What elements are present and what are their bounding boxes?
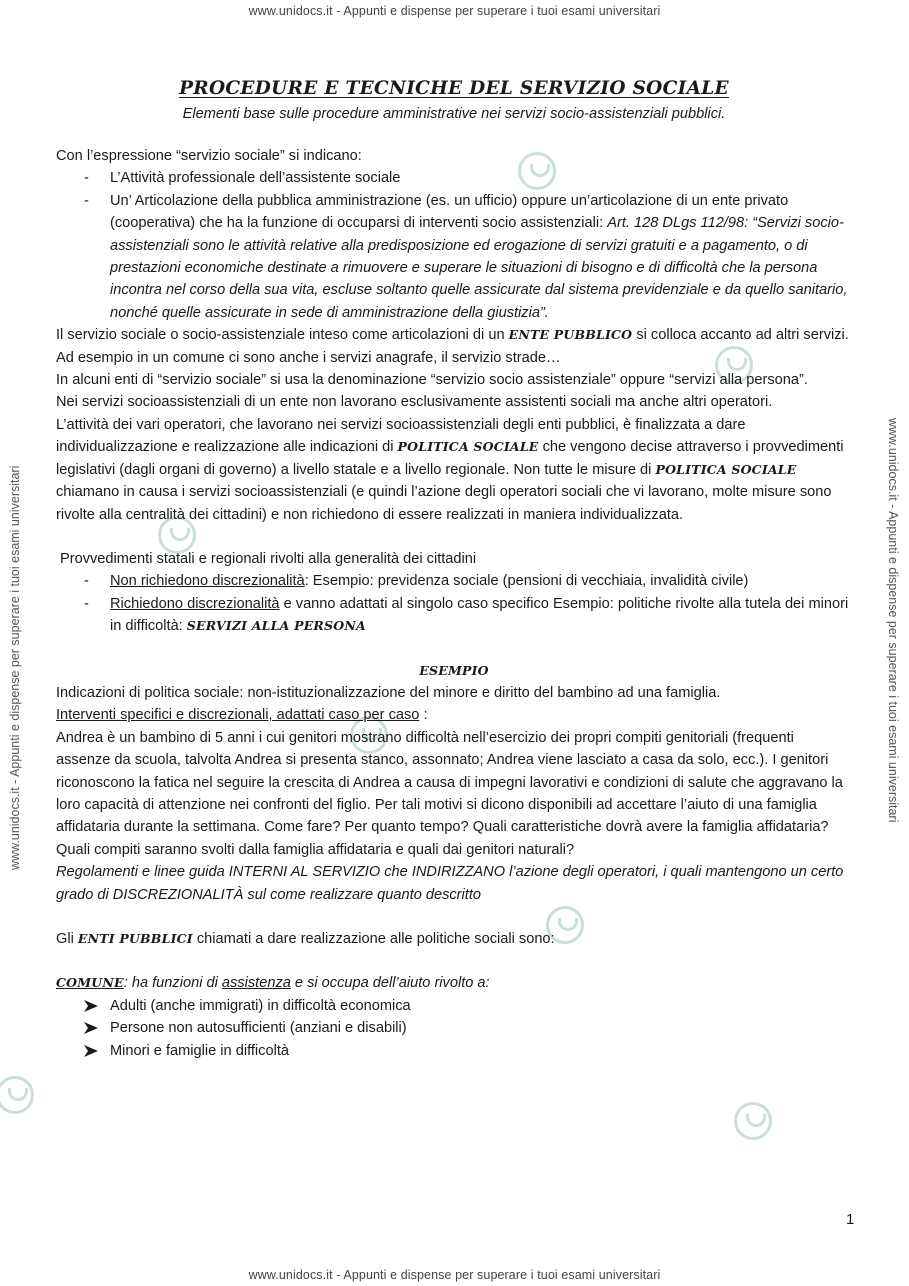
handwritten-term: SERVIZI ALLA PERSONA [186, 618, 366, 634]
law-quote: Art. 128 DLgs 112/98: “Servizi socio-assistenziali sono le attività relative alla predisposizione ed erogazione di servizi gratuiti e a pagamento, o di prestazioni economiche destinate a rimuovere e superare le situazioni di bisogno e di difficoltà che la persona incontra nel corso della sua vita, escluse soltanto quelle assicurate dal sistema previdenziale e da quello sanitario, nonché quelle assicurate in sede di amministrazione della giustizia”. [110, 215, 848, 321]
list-item: Persone non autosufficienti (anziani e disabili) [56, 1017, 852, 1039]
provisions-intro: Provvedimenti statali e regionali rivolti alla generalità dei cittadini [60, 550, 477, 567]
unidocs-logo-icon [0, 1076, 34, 1114]
intro-text: Con l’espressione “servizio sociale” si indicano: [56, 148, 362, 164]
list-item: - Richiedono discrezionalità e vanno adattati al singolo caso specifico Esempio: politiche rivolte alla tutela dei minori in difficoltà: SERVIZI ALLA PERSONA [56, 593, 852, 638]
handwritten-term: POLITICA SOCIALE [655, 461, 797, 477]
comune-list [56, 995, 852, 1062]
definition-list [56, 167, 852, 324]
handwritten-term: POLITICA SOCIALE [397, 439, 539, 455]
example-heading: ESEMPIO [419, 662, 489, 678]
paragraph: Indicazioni di politica sociale: non-istituzionalizzazione del minore e diritto del bambino ad una famiglia. [56, 684, 721, 701]
paragraph: Gli ENTI PUBBLICI chiamati a dare realizzazione alle politiche sociali sono: [56, 931, 555, 947]
arrowhead-bullet-icon [82, 1017, 100, 1037]
paragraph: In alcuni enti di “servizio sociale” si usa la denominazione “servizio socio assistenziale” oppure “servizi alla persona”. [56, 372, 808, 389]
paragraph: Nei servizi socioassistenziali di un ente non lavorano esclusivamente assistenti sociali ma anche altri operatori. [56, 394, 773, 411]
list-item: - Un’ Articolazione della pubblica amministrazione (es. un ufficio) oppure un’articolazione di un ente privato (cooperativa) che ha la funzione di occuparsi di interventi socio assistenziali: Art. 128 DLgs 112/98: “Servizi socio-assistenziali sono le attività relative alla predisposizione ed erogazione di servizi gratuiti e a pagamento, o di prestazioni economiche destinate a rimuovere e superare le situazioni di bisogno e di difficoltà che la persona incontra nel corso della sua vita, escluse soltanto quelle assicurate dal sistema previdenziale e da quello sanitario, nonché quelle assicurate in sede di amministrazione della giustizia”. [56, 190, 852, 324]
watermark-left: www.unidocs.it - Appunti e dispense per superare i tuoi esami universitari [8, 465, 22, 870]
list-item: - Non richiedono discrezionalità: Esempio: previdenza sociale (pensioni di vecchiaia, invalidità civile) [56, 570, 852, 592]
handwritten-term: ENTI PUBBLICI [77, 931, 193, 946]
watermark-right: www.unidocs.it - Appunti e dispense per superare i tuoi esami universitari [886, 418, 900, 823]
unidocs-logo-icon [734, 1102, 772, 1140]
handwritten-term: COMUNE [56, 975, 124, 991]
paragraph: Interventi specifici e discrezionali, adattati caso per caso : [56, 707, 428, 724]
watermark-top: www.unidocs.it - Appunti e dispense per superare i tuoi esami universitari [248, 4, 661, 18]
list-item: Minori e famiglie in difficoltà [56, 1040, 852, 1062]
arrowhead-bullet-icon [82, 1040, 100, 1060]
watermark-bottom: www.unidocs.it - Appunti e dispense per superare i tuoi esami universitari [248, 1268, 661, 1282]
paragraph: Andrea è un bambino di 5 anni i cui genitori mostrano difficoltà nell’esercizio dei propri compiti genitoriali (frequenti assenze da scuola, talvolta Andrea si presenta stanco, assonnato; Andrea viene lasciato a casa da solo, ecc.). I genitori riconoscono la fatica nel seguire la crescita di Andrea a causa di impegni lavorativi e condizioni di salute che aggravano la loro capacità di attenzione nei confronti del figlio. Per tali motivi si dicono disponibili ad accettare l’aiuto di una famiglia affidataria durante la settimana. Come fare? Per quanto tempo? Quali caratteristiche dovrà avere la famiglia affidataria? Quali compiti saranno svolti dalla famiglia affidataria e quali dai genitori naturali? [56, 729, 843, 858]
page-subtitle: Elementi base sulle procedure amministrative nei servizi socio-assistenziali pubblici. [182, 106, 726, 122]
paragraph: Il servizio sociale o socio-assistenziale inteso come articolazioni di un ENTE PUBBLICO si colloca accanto ad altri servizi. Ad esempio in un comune ci sono anche i servizi anagrafe, il servizio strade… [56, 327, 849, 366]
handwritten-term: ENTE PUBBLICO [508, 327, 633, 343]
page-number: 1 [846, 1211, 855, 1228]
paragraph: Regolamenti e linee guida INTERNI AL SERVIZIO che INDIRIZZANO l’azione degli operatori, i quali mantengono un certo grado di DISCREZIONALITÀ sul come realizzare quanto descritto [56, 864, 844, 903]
arrowhead-bullet-icon [82, 995, 100, 1015]
page-title: PROCEDURE E TECNICHE DEL SERVIZIO SOCIALE [179, 78, 729, 99]
provisions-list [56, 570, 852, 637]
paragraph: COMUNE: ha funzioni di assistenza e si occupa dell’aiuto rivolto a: [56, 975, 490, 992]
paragraph: L’attività dei vari operatori, che lavorano nei servizi socioassistenziali degli enti pubblici, è finalizzata a dare individualizzazione e realizzazione alle indicazioni di POLITICA SOCIALE che vengono decise attraverso i provvedimenti legislativi (dagli organi di governo) a livello statale e a livello regionale. Non tutte le misure di POLITICA SOCIALE chiamano in causa i servizi socioassistenziali (e quindi l’azione degli operatori sociali che vi lavorano, molte misure sono rivolte alla centralità dei cittadini) e non richiedono di essere realizzati in maniera individualizzata. [56, 416, 844, 523]
document-page [56, 78, 852, 1062]
list-item: Adulti (anche immigrati) in difficoltà economica [56, 995, 852, 1017]
list-item: - L’Attività professionale dell’assistente sociale [56, 167, 852, 189]
